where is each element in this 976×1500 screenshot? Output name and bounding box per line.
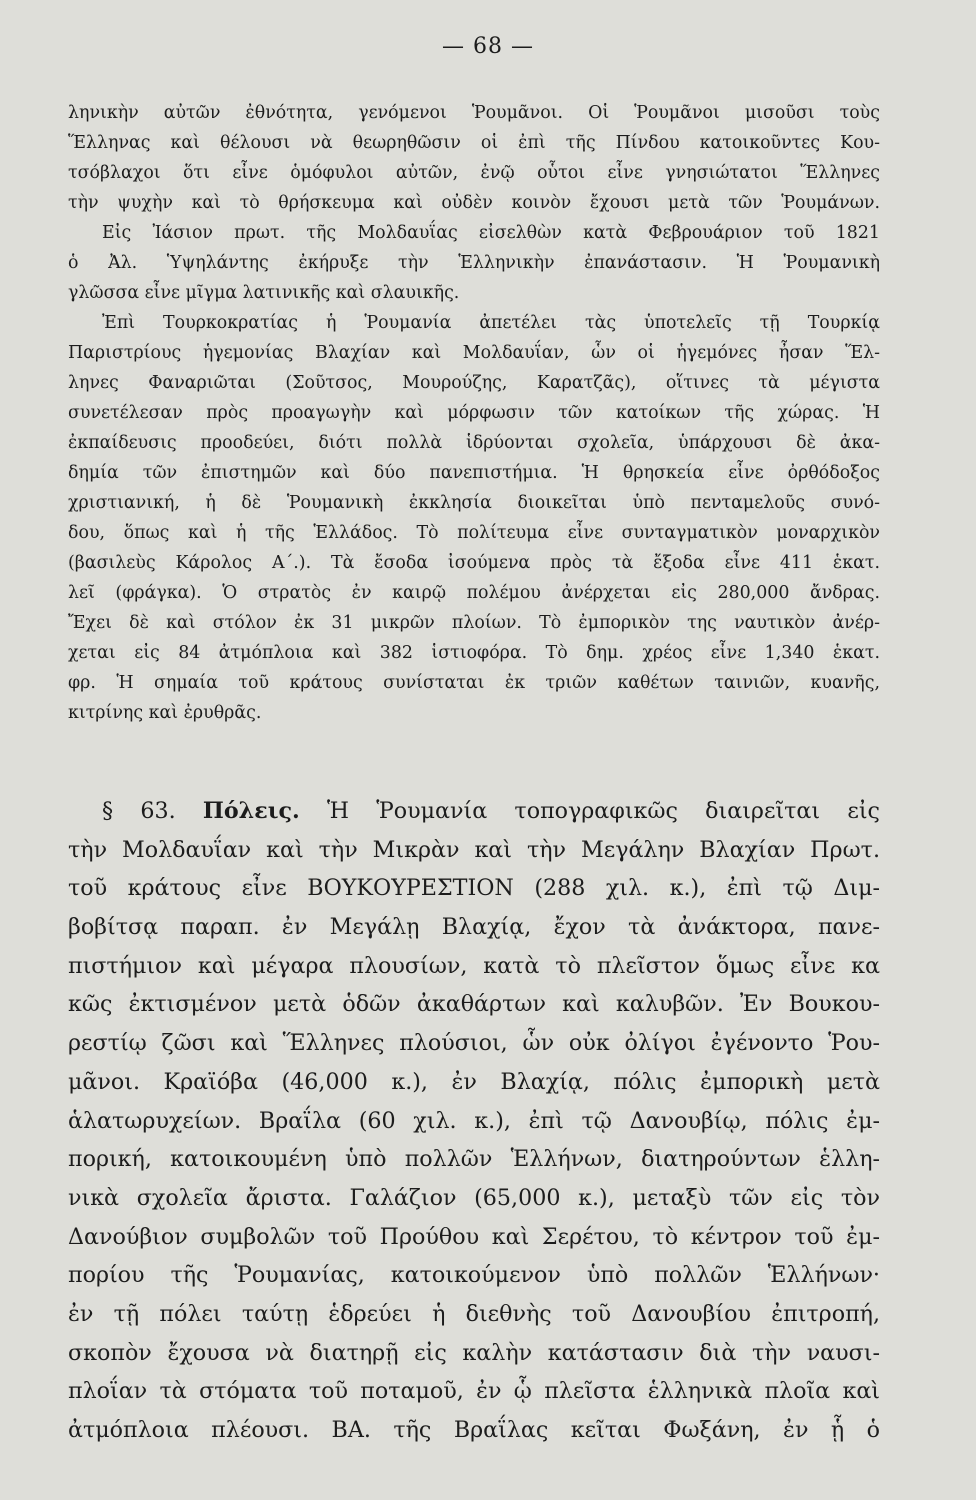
text-line: χριστιανική, ἡ δὲ Ῥουμανικὴ ἐκκλησία διοικεῖται ὑπὸ πενταμελοῦς συνό-: [68, 493, 880, 513]
text-line: βοβίτσᾳ παραπ. ἐν Μεγάλῃ Βλαχίᾳ, ἔχον τὰ ἀνάκτορα, πανε-: [68, 914, 880, 941]
text-line: ληνικὴν αὐτῶν ἐθνότητα, γενόμενοι Ῥουμᾶνοι. Οἱ Ῥουμᾶνοι μισοῦσι τοὺς: [68, 103, 880, 123]
section-first-text: Ἡ Ῥουμανία τοπογραφικῶς διαιρεῖται εἰς: [326, 798, 880, 824]
text-line: Ἔχει δὲ καὶ στόλον ἐκ 31 μικρῶν πλοίων. Τὸ ἐμπορικὸν της ναυτικὸν ἀνέρ-: [68, 613, 880, 633]
text-line: γλῶσσα εἶνε μῖγμα λατινικῆς καὶ σλαυικῆς.: [68, 283, 460, 303]
section-first-line: [68, 792, 880, 831]
text-line: δου, ὅπως καὶ ἡ τῆς Ἑλλάδος. Τὸ πολίτευμα εἶνε συνταγματικὸν μοναρχικὸν: [68, 523, 880, 543]
text-line: Ἐπὶ Τουρκοκρατίας ἡ Ῥουμανία ἀπετέλει τὰς ὑποτελεῖς τῇ Τουρκίᾳ: [102, 313, 880, 333]
text-line: πιστήμιον καὶ μέγαρα πλουσίων, κατὰ τὸ πλεῖστον ὅμως εἶνε κα: [68, 952, 880, 979]
text-line: ἐν τῇ πόλει ταύτῃ ἑδρεύει ἡ διεθνὴς τοῦ Δανουβίου ἐπιτροπή,: [68, 1300, 880, 1327]
text-line: πλοΐαν τὰ στόματα τοῦ ποταμοῦ, ἐν ᾧ πλεῖστα ἑλληνικὰ πλοῖα καὶ: [68, 1378, 880, 1405]
section-number: § 63.: [102, 798, 176, 824]
text-line: συνετέλεσαν πρὸς προαγωγὴν καὶ μόρφωσιν τῶν κατοίκων τῆς χώρας. Ἡ: [68, 403, 880, 423]
text-line: ρεστίῳ ζῶσι καὶ Ἕλληνες πλούσιοι, ὧν οὐκ ὀλίγοι ἐγένοντο Ῥου-: [68, 1030, 880, 1057]
text-line: νικὰ σχολεῖα ἄριστα. Γαλάζιον (65,000 κ.), μεταξὺ τῶν εἰς τὸν: [68, 1184, 880, 1211]
text-line: Εἰς Ἰάσιον πρωτ. τῆς Μολδαυΐας εἰσελθὼν κατὰ Φεβρουάριον τοῦ 1821: [102, 223, 880, 243]
text-line: σκοπὸν ἔχουσα νὰ διατηρῇ εἰς καλὴν κατάστασιν διὰ τὴν ναυσι-: [68, 1339, 880, 1366]
text-line: τοῦ κράτους εἶνε ΒΟΥΚΟΥΡΕΣΤΙΟΝ (288 χιλ. κ.), ἐπὶ τῷ Διμ-: [68, 875, 880, 902]
small-print-section: [68, 98, 880, 728]
text-line: τσόβλαχοι ὅτι εἶνε ὁμόφυλοι αὐτῶν, ἐνῷ οὗτοι εἶνε γνησιώτατοι Ἕλληνες: [68, 163, 880, 183]
text-line: Παριστρίους ἡγεμονίας Βλαχίαν καὶ Μολδαυΐαν, ὧν οἱ ἡγεμόνες ἦσαν Ἕλ-: [68, 343, 880, 363]
text-line: Ἕλληνας καὶ θέλουσι νὰ θεωρηθῶσιν οἱ ἐπὶ τῆς Πίνδου κατοικοῦντες Κου-: [68, 133, 880, 153]
text-line: Δανούβιον συμβολῶν τοῦ Προύθου καὶ Σερέτου, τὸ κέντρον τοῦ ἐμ-: [68, 1223, 880, 1250]
text-line: πορική, κατοικουμένη ὑπὸ πολλῶν Ἑλλήνων, διατηρούντων ἑλλη-: [68, 1146, 880, 1173]
page-number: — 68 —: [442, 34, 534, 59]
text-line: ἁλατωρυχείων. Βραΐλα (60 χιλ. κ.), ἐπὶ τῷ Δανουβίῳ, πόλις ἐμ-: [68, 1107, 880, 1134]
text-line: ὁ Ἀλ. Ὑψηλάντης ἐκήρυξε τὴν Ἑλληνικὴν ἐπανάστασιν. Ἡ Ῥουμανικὴ: [68, 253, 880, 273]
cities-section: [68, 792, 880, 1450]
text-line: (βασιλεὺς Κάρολος Α΄.). Τὰ ἔσοδα ἰσούμενα πρὸς τὰ ἔξοδα εἶνε 411 ἑκατ.: [68, 553, 880, 573]
text-line: ληνες Φαναριῶται (Σοῦτσος, Μουρούζης, Καρατζᾶς), οἵτινες τὰ μέγιστα: [68, 373, 880, 393]
text-line: χεται εἰς 84 ἀτμόπλοια καὶ 382 ἱστιοφόρα. Τὸ δημ. χρέος εἶνε 1,340 ἑκατ.: [68, 643, 880, 663]
text-line: πορίου τῆς Ῥουμανίας, κατοικούμενον ὑπὸ πολλῶν Ἑλλήνων·: [68, 1262, 880, 1289]
text-line: ἀτμόπλοια πλέουσι. ΒΑ. τῆς Βραΐλας κεῖται Φωξάνη, ἐν ᾗ ὁ: [68, 1417, 880, 1443]
text-line: κῶς ἐκτισμένον μετὰ ὁδῶν ἀκαθάρτων καὶ καλυβῶν. Ἐν Βουκου-: [68, 991, 880, 1018]
text-line: δημία τῶν ἐπιστημῶν καὶ δύο πανεπιστήμια. Ἡ θρησκεία εἶνε ὀρθόδοξος: [68, 463, 880, 483]
text-line: κιτρίνης καὶ ἐρυθρᾶς.: [68, 703, 262, 723]
text-line: τὴν Μολδαυΐαν καὶ τὴν Μικρὰν καὶ τὴν Μεγάλην Βλαχίαν Πρωτ.: [68, 836, 880, 863]
text-line: τὴν ψυχὴν καὶ τὸ θρήσκευμα καὶ οὐδὲν κοινὸν ἔχουσι μετὰ τῶν Ῥουμάνων.: [68, 193, 880, 213]
text-line: μᾶνοι. Κραϊόβα (46,000 κ.), ἐν Βλαχίᾳ, πόλις ἐμπορικὴ μετὰ: [68, 1068, 880, 1095]
section-heading: Πόλεις.: [202, 798, 300, 824]
text-line: λεῖ (φράγκα). Ὁ στρατὸς ἐν καιρῷ πολέμου ἀνέρχεται εἰς 280,000 ἄνδρας.: [68, 583, 880, 603]
text-line: ἐκπαίδευσις προοδεύει, διότι πολλὰ ἱδρύονται σχολεῖα, ὑπάρχουσι δὲ ἀκα-: [68, 433, 880, 453]
text-line: φρ. Ἡ σημαία τοῦ κράτους συνίσταται ἐκ τριῶν καθέτων ταινιῶν, κυανῆς,: [68, 673, 880, 693]
